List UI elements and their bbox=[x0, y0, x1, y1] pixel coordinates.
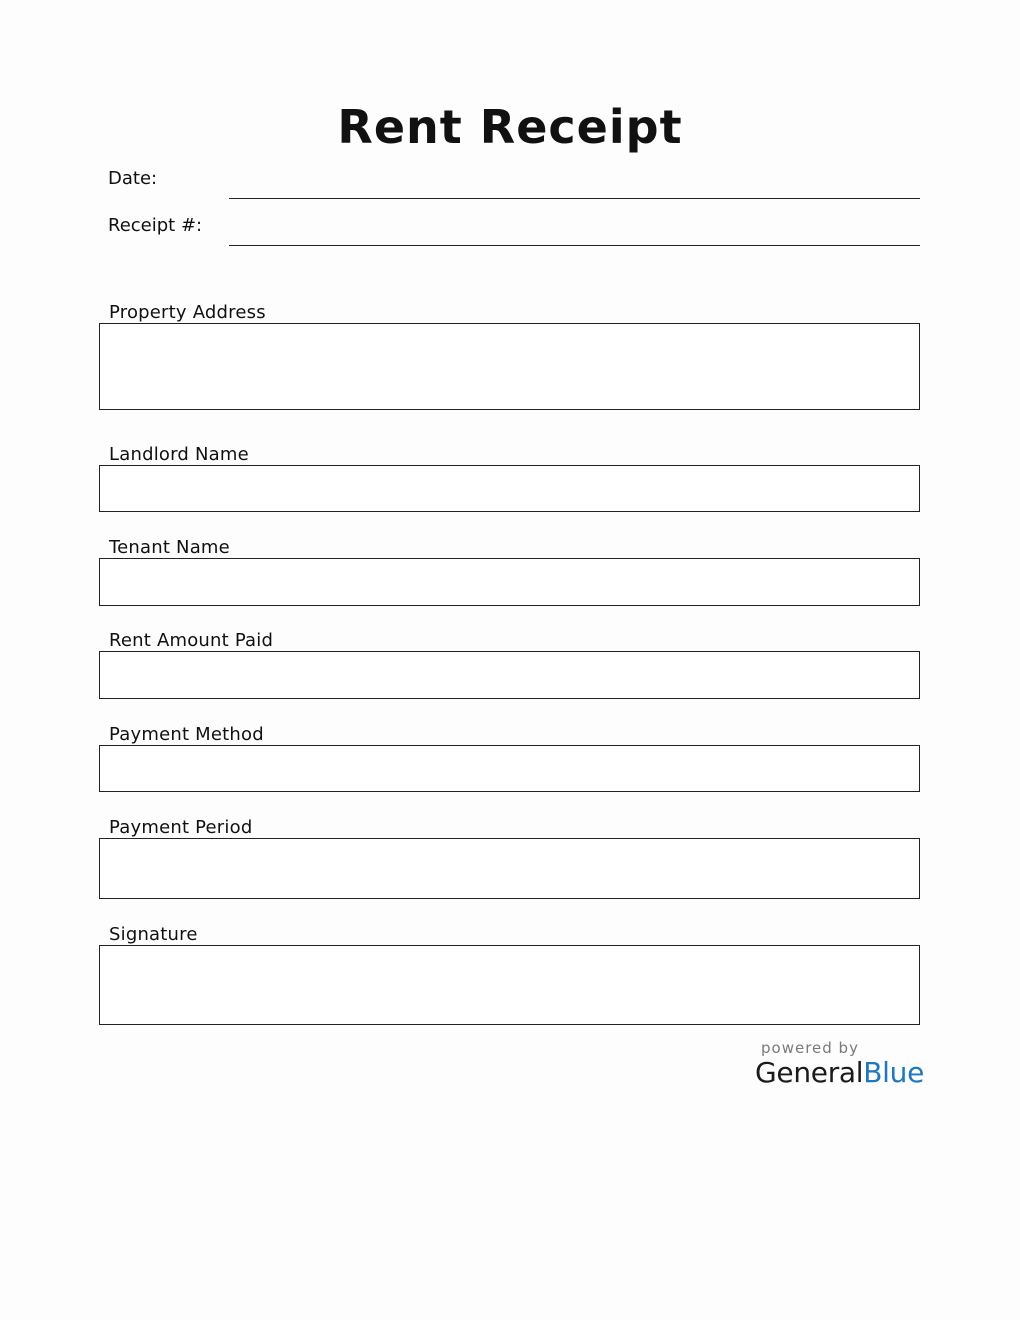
tenant-name-label: Tenant Name bbox=[109, 537, 230, 558]
page-title: Rent Receipt bbox=[337, 100, 683, 154]
brand-general: General bbox=[755, 1056, 864, 1089]
powered-by-text: powered by bbox=[761, 1039, 859, 1057]
rent-amount-paid-box[interactable] bbox=[99, 651, 920, 699]
receipt-number-line[interactable] bbox=[229, 245, 920, 246]
landlord-name-box[interactable] bbox=[99, 465, 920, 512]
generalblue-logo bbox=[755, 1056, 924, 1089]
date-line[interactable] bbox=[229, 198, 920, 199]
rent-amount-paid-label: Rent Amount Paid bbox=[109, 630, 274, 651]
payment-period-label: Payment Period bbox=[109, 817, 253, 838]
brand-blue: Blue bbox=[863, 1056, 925, 1089]
payment-method-label: Payment Method bbox=[109, 724, 264, 745]
signature-box[interactable] bbox=[99, 945, 920, 1025]
payment-period-box[interactable] bbox=[99, 838, 920, 899]
date-label: Date: bbox=[108, 168, 158, 189]
landlord-name-label: Landlord Name bbox=[109, 444, 249, 465]
property-address-label: Property Address bbox=[109, 302, 266, 323]
payment-method-box[interactable] bbox=[99, 745, 920, 792]
signature-label: Signature bbox=[109, 924, 198, 945]
property-address-box[interactable] bbox=[99, 323, 920, 410]
receipt-number-label: Receipt #: bbox=[108, 215, 203, 236]
tenant-name-box[interactable] bbox=[99, 558, 920, 606]
